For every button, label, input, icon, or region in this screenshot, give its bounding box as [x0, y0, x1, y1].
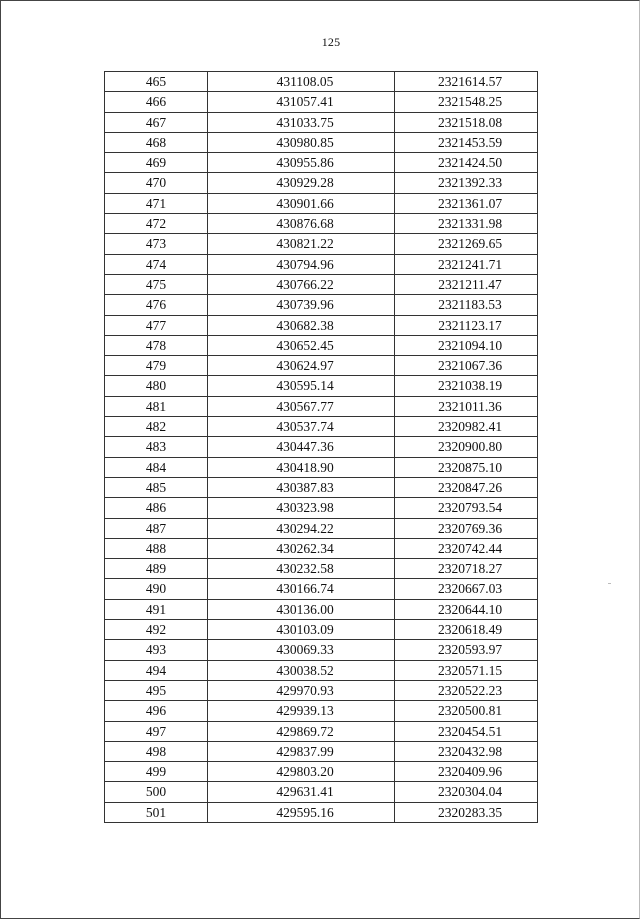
- point-number-cell: 496: [105, 701, 208, 721]
- y-coordinate-cell: 2321183.53: [395, 295, 538, 315]
- y-coordinate-cell: 2321211.47: [395, 274, 538, 294]
- table-row: [105, 132, 538, 152]
- table-row: [105, 559, 538, 579]
- y-coordinate-cell: 2320432.98: [395, 741, 538, 761]
- x-coordinate-cell: 430323.98: [208, 498, 395, 518]
- x-coordinate-cell: 429631.41: [208, 782, 395, 802]
- x-coordinate-cell: 430038.52: [208, 660, 395, 680]
- table-row: [105, 762, 538, 782]
- table-row: [105, 376, 538, 396]
- y-coordinate-cell: 2320618.49: [395, 620, 538, 640]
- y-coordinate-cell: 2320593.97: [395, 640, 538, 660]
- point-number-cell: 482: [105, 417, 208, 437]
- point-number-cell: 481: [105, 396, 208, 416]
- y-coordinate-cell: 2320769.36: [395, 518, 538, 538]
- y-coordinate-cell: 2320982.41: [395, 417, 538, 437]
- y-coordinate-cell: 2321392.33: [395, 173, 538, 193]
- x-coordinate-cell: 430766.22: [208, 274, 395, 294]
- y-coordinate-cell: 2321241.71: [395, 254, 538, 274]
- y-coordinate-cell: 2320571.15: [395, 660, 538, 680]
- x-coordinate-cell: 430876.68: [208, 214, 395, 234]
- table-row: [105, 234, 538, 254]
- point-number-cell: 466: [105, 92, 208, 112]
- point-number-cell: 483: [105, 437, 208, 457]
- point-number-cell: 494: [105, 660, 208, 680]
- x-coordinate-cell: 430652.45: [208, 335, 395, 355]
- x-coordinate-cell: 430567.77: [208, 396, 395, 416]
- y-coordinate-cell: 2320283.35: [395, 802, 538, 822]
- x-coordinate-cell: 431108.05: [208, 72, 395, 92]
- x-coordinate-cell: 430537.74: [208, 417, 395, 437]
- x-coordinate-cell: 430794.96: [208, 254, 395, 274]
- point-number-cell: 474: [105, 254, 208, 274]
- table-row: [105, 782, 538, 802]
- point-number-cell: 486: [105, 498, 208, 518]
- table-row: [105, 518, 538, 538]
- table-row: [105, 92, 538, 112]
- x-coordinate-cell: 429595.16: [208, 802, 395, 822]
- x-coordinate-cell: 429939.13: [208, 701, 395, 721]
- point-number-cell: 472: [105, 214, 208, 234]
- table-row: [105, 254, 538, 274]
- point-number-cell: 485: [105, 477, 208, 497]
- y-coordinate-cell: 2320454.51: [395, 721, 538, 741]
- x-coordinate-cell: 430821.22: [208, 234, 395, 254]
- x-coordinate-cell: 430069.33: [208, 640, 395, 660]
- table-row: [105, 356, 538, 376]
- y-coordinate-cell: 2321361.07: [395, 193, 538, 213]
- point-number-cell: 475: [105, 274, 208, 294]
- coordinates-table-body: [105, 72, 538, 823]
- point-number-cell: 477: [105, 315, 208, 335]
- y-coordinate-cell: 2321614.57: [395, 72, 538, 92]
- point-number-cell: 465: [105, 72, 208, 92]
- point-number-cell: 479: [105, 356, 208, 376]
- y-coordinate-cell: 2321269.65: [395, 234, 538, 254]
- table-row: [105, 640, 538, 660]
- table-row: [105, 274, 538, 294]
- point-number-cell: 470: [105, 173, 208, 193]
- y-coordinate-cell: 2321011.36: [395, 396, 538, 416]
- table-row: [105, 701, 538, 721]
- point-number-cell: 497: [105, 721, 208, 741]
- x-coordinate-cell: 430980.85: [208, 132, 395, 152]
- y-coordinate-cell: 2321038.19: [395, 376, 538, 396]
- point-number-cell: 499: [105, 762, 208, 782]
- y-coordinate-cell: 2320522.23: [395, 680, 538, 700]
- x-coordinate-cell: 430387.83: [208, 477, 395, 497]
- x-coordinate-cell: 429869.72: [208, 721, 395, 741]
- point-number-cell: 500: [105, 782, 208, 802]
- table-row: [105, 802, 538, 822]
- y-coordinate-cell: 2321424.50: [395, 153, 538, 173]
- table-row: [105, 214, 538, 234]
- y-coordinate-cell: 2320409.96: [395, 762, 538, 782]
- table-row: [105, 417, 538, 437]
- point-number-cell: 480: [105, 376, 208, 396]
- table-row: [105, 153, 538, 173]
- table-row: [105, 579, 538, 599]
- x-coordinate-cell: 430682.38: [208, 315, 395, 335]
- table-row: [105, 599, 538, 619]
- x-coordinate-cell: 429970.93: [208, 680, 395, 700]
- x-coordinate-cell: 430136.00: [208, 599, 395, 619]
- point-number-cell: 488: [105, 538, 208, 558]
- x-coordinate-cell: 430955.86: [208, 153, 395, 173]
- y-coordinate-cell: 2320875.10: [395, 457, 538, 477]
- x-coordinate-cell: 430624.97: [208, 356, 395, 376]
- x-coordinate-cell: 430294.22: [208, 518, 395, 538]
- y-coordinate-cell: 2320644.10: [395, 599, 538, 619]
- y-coordinate-cell: 2321331.98: [395, 214, 538, 234]
- coordinates-table: [104, 71, 538, 823]
- point-number-cell: 489: [105, 559, 208, 579]
- point-number-cell: 478: [105, 335, 208, 355]
- point-number-cell: 473: [105, 234, 208, 254]
- point-number-cell: 493: [105, 640, 208, 660]
- y-coordinate-cell: 2320304.04: [395, 782, 538, 802]
- y-coordinate-cell: 2321123.17: [395, 315, 538, 335]
- y-coordinate-cell: 2320742.44: [395, 538, 538, 558]
- table-row: [105, 173, 538, 193]
- x-coordinate-cell: 430595.14: [208, 376, 395, 396]
- y-coordinate-cell: 2321094.10: [395, 335, 538, 355]
- x-coordinate-cell: 430418.90: [208, 457, 395, 477]
- table-row: [105, 457, 538, 477]
- table-row: [105, 193, 538, 213]
- point-number-cell: 490: [105, 579, 208, 599]
- y-coordinate-cell: 2321067.36: [395, 356, 538, 376]
- table-row: [105, 538, 538, 558]
- x-coordinate-cell: 429803.20: [208, 762, 395, 782]
- table-row: [105, 620, 538, 640]
- table-row: [105, 437, 538, 457]
- scan-mark: [608, 583, 611, 584]
- table-row: [105, 498, 538, 518]
- y-coordinate-cell: 2320900.80: [395, 437, 538, 457]
- x-coordinate-cell: 430262.34: [208, 538, 395, 558]
- x-coordinate-cell: 430739.96: [208, 295, 395, 315]
- x-coordinate-cell: 430447.36: [208, 437, 395, 457]
- x-coordinate-cell: 429837.99: [208, 741, 395, 761]
- table-row: [105, 112, 538, 132]
- x-coordinate-cell: 430232.58: [208, 559, 395, 579]
- point-number-cell: 468: [105, 132, 208, 152]
- point-number-cell: 469: [105, 153, 208, 173]
- table-row: [105, 721, 538, 741]
- point-number-cell: 467: [105, 112, 208, 132]
- point-number-cell: 471: [105, 193, 208, 213]
- point-number-cell: 484: [105, 457, 208, 477]
- table-row: [105, 295, 538, 315]
- x-coordinate-cell: 431033.75: [208, 112, 395, 132]
- y-coordinate-cell: 2321518.08: [395, 112, 538, 132]
- point-number-cell: 491: [105, 599, 208, 619]
- y-coordinate-cell: 2320847.26: [395, 477, 538, 497]
- y-coordinate-cell: 2321453.59: [395, 132, 538, 152]
- point-number-cell: 501: [105, 802, 208, 822]
- point-number-cell: 498: [105, 741, 208, 761]
- y-coordinate-cell: 2320793.54: [395, 498, 538, 518]
- point-number-cell: 476: [105, 295, 208, 315]
- x-coordinate-cell: 430929.28: [208, 173, 395, 193]
- table-row: [105, 335, 538, 355]
- x-coordinate-cell: 431057.41: [208, 92, 395, 112]
- point-number-cell: 495: [105, 680, 208, 700]
- point-number-cell: 492: [105, 620, 208, 640]
- table-row: [105, 741, 538, 761]
- y-coordinate-cell: 2320718.27: [395, 559, 538, 579]
- y-coordinate-cell: 2320500.81: [395, 701, 538, 721]
- x-coordinate-cell: 430901.66: [208, 193, 395, 213]
- table-row: [105, 315, 538, 335]
- table-row: [105, 660, 538, 680]
- table-row: [105, 72, 538, 92]
- x-coordinate-cell: 430166.74: [208, 579, 395, 599]
- y-coordinate-cell: 2320667.03: [395, 579, 538, 599]
- y-coordinate-cell: 2321548.25: [395, 92, 538, 112]
- table-row: [105, 477, 538, 497]
- table-row: [105, 396, 538, 416]
- table-row: [105, 680, 538, 700]
- page-number: 125: [321, 35, 341, 49]
- point-number-cell: 487: [105, 518, 208, 538]
- x-coordinate-cell: 430103.09: [208, 620, 395, 640]
